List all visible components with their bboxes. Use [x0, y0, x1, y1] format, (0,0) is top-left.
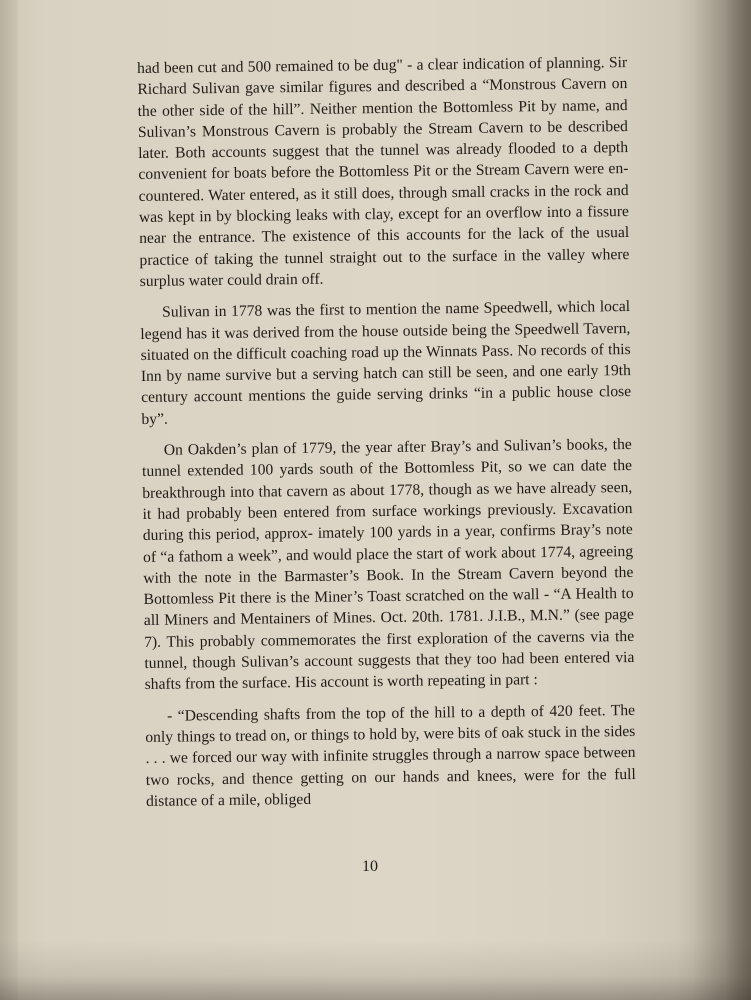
- page-edge-shadow: [693, 0, 751, 1000]
- book-gutter: [0, 0, 18, 1000]
- paragraph-1: had been cut and 500 remained to be dug" - a clear indication of planning. Sir Richard Sulivan gave similar figures and described a “Monstrous Cavern on the other side of the hill”. Neither mention the Bottomless Pit by name, and Sulivan’s Monstrous Cavern is probably the Stream Cavern to be described later. Both accounts suggest that the tunnel was already flooded to a depth convenient for boats before the Bottomless Pit or the Stream Cavern were en- countered. Water entered, as it still does, through small cracks in the rock and was kept in by blocking leaks with clay, except for an overflow into a fissure near the entrance. The existence of this accounts for the lack of the usual practice of taking the tunnel straight out to the surface in the valley where surplus water could drain off.: [137, 54, 630, 290]
- page-number: 10: [362, 858, 378, 875]
- paragraph-2: Sulivan in 1778 was the first to mention the name Speedwell, which local legend has it was derived from the house outside being the Speedwell Tavern, situated on the difficult coaching road up the Winnats Pass. No records of this Inn by name survive but a serving hatch can still be seen, and one early 19th century account mentions the guide serving drinks “in a public house close by”.: [140, 298, 632, 428]
- paragraph-3: On Oakden’s plan of 1779, the year after Bray’s and Sulivan’s books, the tunnel extended 100 yards south of the Bottomless Pit, so we can date the breakthrough into that cavern as about 1778, though as we have already seen, it had probably been entered from surface workings previously. Excavation during this period, approx- imately 100 yards in a year, confirms Bray’s note of “a fathom a week”, and would place the start of work about 1774, agreeing with the note in the Barmaster’s Book. In the Stream Cavern beyond the Bottomless Pit there is the Miner’s Toast scratched on the wall - “A Health to all Miners and Mentainers of Mines. Oct. 20th. 1781. J.I.B., M.N.” (see page 7). This probably commemorates the first exploration of the caverns via the tunnel, though Sulivan’s account suggests that they too had been entered via shafts from the surface. His account is worth repeating in part :: [141, 436, 635, 694]
- bottom-shadow: [0, 940, 751, 1000]
- page-body: [137, 52, 636, 822]
- paragraph-4-quote: - “Descending shafts from the top of the hill to a depth of 420 feet. The only things to tread on, or things to hold by, were bits of oak stuck in the sides . . . we forced our way with infinite struggles through a narrow space between two rocks, and thence getting on our hands and knees, were for the full distance of a mile, obliged: [145, 701, 636, 810]
